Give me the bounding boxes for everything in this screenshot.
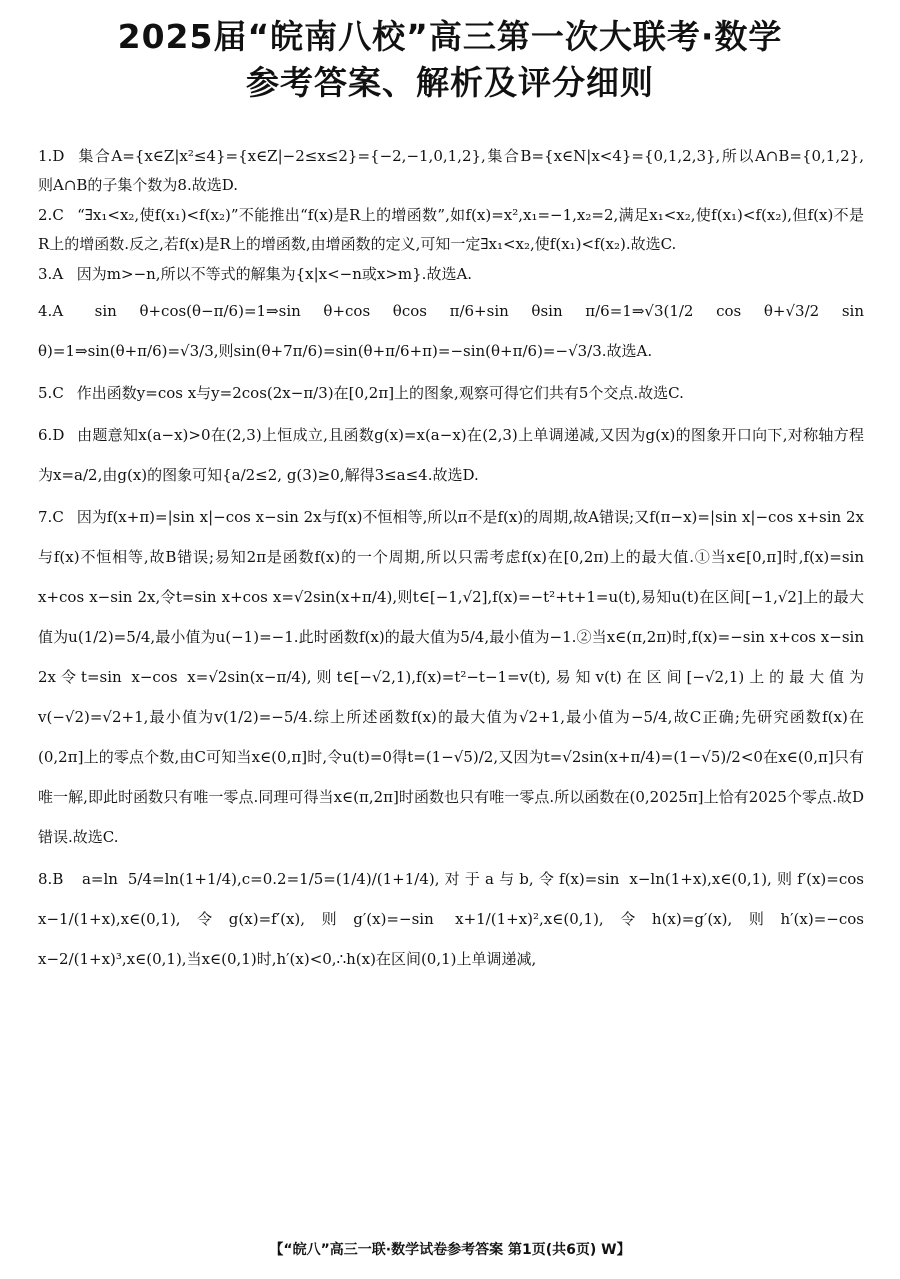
question-number: 6.D	[38, 425, 65, 444]
answer-item-6	[38, 415, 864, 495]
answer-explanation: 作出函数y=cos x与y=2cos(2x−π/3)在[0,2π]上的图象,观察可得它们共有5个交点.故选C.	[76, 383, 684, 402]
answer-explanation: 集合A={x∈Z|x²≤4}={x∈Z|−2≤x≤2}={−2,−1,0,1,2},集合B={x∈N|x<4}={0,1,2,3},所以A∩B={0,1,2},则A∩B的子集个数为8.故选D.	[38, 147, 864, 194]
title-block	[0, 14, 900, 106]
answer-explanation: 由题意知x(a−x)>0在(2,3)上恒成立,且函数g(x)=x(a−x)在(2,3)上单调递减,又因为g(x)的图象开口向下,对称轴方程为x=a/2,由g(x)的图象可知{a/2≤2, g(3)≥0,解得3≤a≤4.故选D.	[38, 425, 864, 484]
answer-item-5	[38, 373, 864, 413]
question-number: 5.C	[38, 383, 64, 402]
answer-explanation: 因为m>−n,所以不等式的解集为{x|x<−n或x>m}.故选A.	[76, 265, 473, 283]
question-number: 7.C	[38, 507, 64, 526]
answer-explanation: 因为f(x+π)=|sin x|−cos x−sin 2x与f(x)不恒相等,所以π不是f(x)的周期,故A错误;又f(π−x)=|sin x|−cos x+sin 2x与f(x)不恒相等,故B错误;易知2π是函数f(x)的一个周期,所以只需考虑f(x)在[0,2π)上的最大值.①当x∈[0,π]时,f(x)=sin x+cos x−sin 2x,令t=sin x+cos x=√2sin(x+π/4),则t∈[−1,√2],f(x)=−t²+t+1=u(t),易知u(t)在区间[−1,√2]上的最大值为u(1/2)=5/4,最小值为u(−1)=−1.此时函数f(x)的最大值为5/4,最小值为−1.②当x∈(π,2π)时,f(x)=−sin x+cos x−sin 2x令t=sin x−cos x=√2sin(x−π/4),则t∈[−√2,1),f(x)=t²−t−1=v(t),易知v(t)在区间[−√2,1)上的最大值为v(−√2)=√2+1,最小值为v(1/2)=−5/4.综上所述函数f(x)的最大值为√2+1,最小值为−5/4,故C正确;先研究函数f(x)在(0,2π]上的零点个数,由C可知当x∈(0,π]时,令u(t)=0得t=(1−√5)/2,又因为t=√2sin(x+π/4)=(1−√5)/2<0在x∈(0,π]只有唯一解,即此时函数只有唯一零点.同理可得当x∈(π,2π]时函数也只有唯一零点.所以函数在(0,2025π]上恰有2025个零点.故D错误.故选C.	[38, 507, 864, 846]
answer-list	[38, 142, 864, 981]
answer-item-8	[38, 859, 864, 979]
question-number: 4.A	[38, 301, 64, 320]
answer-explanation: sin θ+cos(θ−π/6)=1⇒sin θ+cos θcos π/6+sin θsin π/6=1⇒√3(1/2 cos θ+√3/2 sin θ)=1⇒sin(θ+π/6)=√3/3,则sin(θ+7π/6)=sin(θ+π/6+π)=−sin(θ+π/6)=−√3/3.故选A.	[38, 301, 864, 360]
answer-item-1	[38, 142, 864, 199]
answer-explanation: a=ln 5/4=ln(1+1/4),c=0.2=1/5=(1/4)/(1+1/4),对于a与b,令f(x)=sin x−ln(1+x),x∈(0,1),则f′(x)=cos x−1/(1+x),x∈(0,1),令g(x)=f′(x),则g′(x)=−sin x+1/(1+x)²,x∈(0,1),令h(x)=g′(x),则h′(x)=−cos x−2/(1+x)³,x∈(0,1),当x∈(0,1)时,h′(x)<0,∴h(x)在区间(0,1)上单调递减,	[38, 869, 864, 968]
answer-item-4	[38, 291, 864, 371]
answer-item-2	[38, 201, 864, 258]
page-title: 2025届“皖南八校”高三第一次大联考·数学	[117, 17, 783, 56]
answer-item-3	[38, 260, 864, 289]
page-subtitle: 参考答案、解析及评分细则	[246, 63, 654, 102]
question-number: 8.B	[38, 869, 64, 888]
question-number: 2.C	[38, 206, 64, 224]
page-footer: 【“皖八”高三一联·数学试卷参考答案 第1页(共6页) W】	[269, 1242, 631, 1258]
answer-item-7	[38, 497, 864, 857]
question-number: 3.A	[38, 265, 64, 283]
question-number: 1.D	[38, 147, 65, 165]
answer-explanation: “∃x₁<x₂,使f(x₁)<f(x₂)”不能推出“f(x)是R上的增函数”,如f(x)=x²,x₁=−1,x₂=2,满足x₁<x₂,使f(x₁)<f(x₂),但f(x)不是R上的增函数.反之,若f(x)是R上的增函数,由增函数的定义,可知一定∃x₁<x₂,使f(x₁)<f(x₂).故选C.	[38, 206, 864, 253]
